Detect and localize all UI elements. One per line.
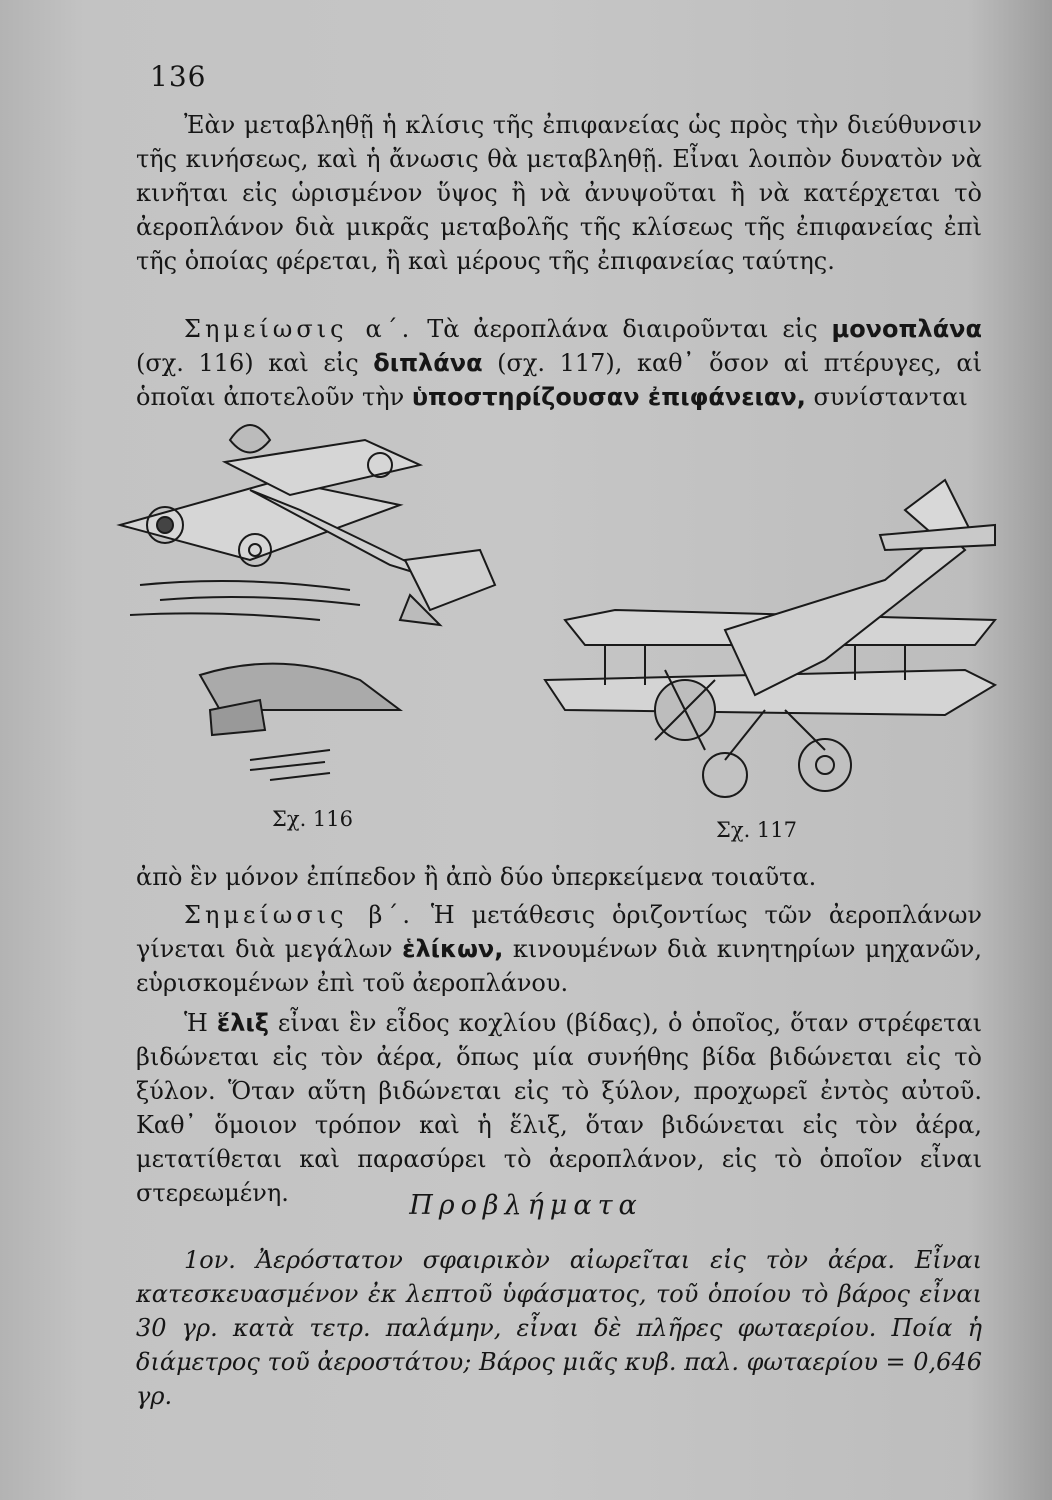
page-number: 136 [150, 60, 207, 93]
note-a-text-1: Τὰ ἀεροπλάνα διαιροῦνται εἰς [427, 315, 818, 343]
term-supporting-surface: ὑποστηρίζουσαν ἐπιφάνειαν, [411, 383, 806, 411]
figure-116-monoplane-illustration [100, 410, 510, 800]
figure-117-biplane-illustration [525, 470, 1000, 805]
note-a-label: Σημείωσις α΄. [184, 315, 414, 343]
note-a-continuation: ἀπὸ ἓν μόνον ἐπίπεδον ἢ ἀπὸ δύο ὑπερκείμενα τοιαῦτα. [136, 863, 817, 891]
note-a [136, 312, 982, 414]
figure-116-caption: Σχ. 116 [272, 807, 354, 831]
helix-text-1: Ἡ [184, 1009, 208, 1037]
note-b [136, 898, 982, 1000]
note-b-text-1: Ἡ μετάθεσις ὁριζοντίως τῶν ἀεροπλάνων γίνεται διὰ μεγάλων [136, 901, 982, 963]
problem-1: 1ον. Ἀερόστατον σφαιρικὸν αἰωρεῖται εἰς τὸν ἀέρα. Εἶναι κατεσκευασμένον ἐκ λεπτοῦ ὑφάσματος, τοῦ ὁποίου τὸ βάρος εἶναι 30 γρ. κατὰ τετρ. παλάμην, εἶναι δὲ πλῆρες φωταερίου. Ποία ἡ διάμετρος τοῦ ἀεροστάτου; Βάρος μιᾶς κυβ. παλ. φωταερίου = 0,646 γρ. [136, 1246, 982, 1410]
paragraph-inclination: Ἐὰν μεταβληθῇ ἡ κλίσις τῆς ἐπιφανείας ὡς πρὸς τὴν διεύθυνσιν τῆς κινήσεως, καὶ ἡ ἄνωσις θὰ μεταβληθῇ. Εἶναι λοιπὸν δυνατὸν νὰ κινῆται εἰς ὡρισμένον ὕψος ἢ νὰ ἀνυψοῦται ἢ νὰ κατέρχεται τὸ ἀεροπλάνον διὰ μικρᾶς μεταβολῆς τῆς κλίσεως τῆς ἐπιφανείας ἐπὶ τῆς ὁποίας φέρεται, ἢ καὶ μέρους τῆς ἐπιφανείας ταύτης. [136, 111, 982, 275]
note-b-label: Σημείωσις β΄. [184, 901, 414, 929]
note-a-text-2: (σχ. 116) καὶ εἰς [136, 349, 359, 377]
term-propellers: ἑλίκων, [402, 935, 504, 963]
term-biplanes: διπλάνα [373, 349, 483, 377]
section-heading-problems: Προβλήματα [409, 1190, 643, 1221]
helix-text-2: εἶναι ἓν εἶδος κοχλίου (βίδας), ὁ ὁποῖος, ὅταν στρέφεται βιδώνεται εἰς τὸν ἀέρα, ὅπως μία συνήθης βίδα βιδώνεται εἰς τὸ ξύλον. Ὅταν αὕτη βιδώνεται εἰς τὸ ξύλον, προχωρεῖ ἐντὸς αὐτοῦ. Καθ᾽ ὅμοιον τρόπον καὶ ἡ ἕλιξ, ὅταν βιδώνεται εἰς τὸν ἀέρα, μετατίθεται καὶ παρασύρει τὸ ἀεροπλάνον, εἰς τὸ ὁποῖον εἶναι στερεωμένη. [136, 1009, 982, 1207]
note-a-text-3: (σχ. 117), καθ᾽ ὅσον αἱ πτέρυγες, αἱ ὁποῖαι ἀποτελοῦν τὴν [136, 349, 982, 411]
term-monoplanes: μονοπλάνα [831, 315, 983, 343]
note-a-text-4: συνίστανται [813, 383, 968, 411]
note-b-text-2: κινουμένων διὰ κινητηρίων μηχανῶν, εὑρισκομένων ἐπὶ τοῦ ἀεροπλάνου. [136, 935, 983, 997]
paragraph-helix [136, 1006, 982, 1210]
figure-117-caption: Σχ. 117 [716, 818, 798, 842]
term-helix: ἕλιξ [216, 1009, 269, 1037]
